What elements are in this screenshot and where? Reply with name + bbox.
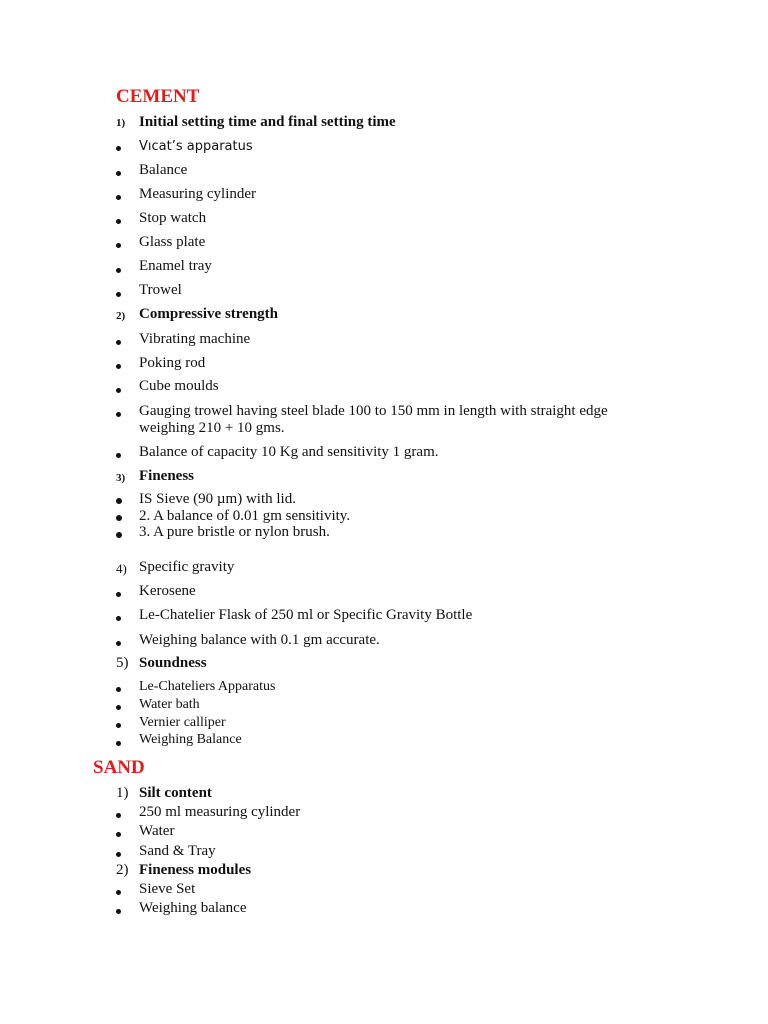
bullet [116,146,121,151]
list-item-continuation: weighing 210 + 10 gms. [139,420,285,436]
list-item: Water [139,823,175,839]
list-item: Glass plate [139,234,206,250]
bullet [116,852,121,857]
bullet [116,453,121,458]
section-number: 1) [116,785,129,801]
list-item: Weighing balance with 0.1 gm accurate. [139,632,380,648]
bullet [116,340,121,345]
list-item: 250 ml measuring cylinder [139,804,301,820]
bullet [116,412,121,417]
list-item: Sand & Tray [139,843,216,859]
bullet [116,592,121,597]
section-title: Silt content [139,785,212,801]
bullet [116,292,121,297]
bullet [116,364,121,369]
list-item: IS Sieve (90 µm) with lid. [139,491,296,507]
bullet [116,268,121,273]
list-item: Balance of capacity 10 Kg and sensitivity 1 gram. [139,444,439,460]
bullet [116,641,121,646]
list-item: Measuring cylinder [139,186,257,202]
list-item: Balance [139,162,188,178]
bullet [116,532,122,538]
list-item: 3. A pure bristle or nylon brush. [139,524,330,540]
bullet [116,195,121,200]
section-title: Fineness [139,468,195,484]
list-item: Vibrating machine [139,331,251,347]
bullet [116,388,121,393]
bullet [116,832,121,837]
bullet [116,687,121,692]
list-item: Cube moulds [139,378,219,394]
section-title: Initial setting time and final setting time [139,114,396,130]
bullet [116,909,121,914]
bullet [116,243,121,248]
list-item: Vernier calliper [139,715,226,730]
list-item: Kerosene [139,583,196,599]
sand-heading: SAND [93,757,145,778]
list-item: Poking rod [139,355,206,371]
bullet [116,741,121,746]
section-number: 3) [116,472,126,484]
list-item: Trowel [139,282,182,298]
bullet [116,219,121,224]
bullet [116,723,121,728]
bullet [116,705,121,710]
section-title: Compressive strength [139,306,279,322]
bullet [116,813,121,818]
list-item: Enamel tray [139,258,212,274]
list-item: Weighing Balance [139,732,242,747]
bullet [116,890,121,895]
section-number: 2) [116,310,126,322]
cement-heading: CEMENT [116,86,200,107]
list-item: Stop watch [139,210,207,226]
section-title: Specific gravity [139,559,235,575]
list-item: 2. A balance of 0.01 gm sensitivity. [139,508,351,524]
list-item: Le-Chateliers Apparatus [139,679,276,694]
list-item: Sieve Set [139,881,196,897]
list-item: Vıcat’s apparatus [139,139,253,154]
bullet [116,171,121,176]
section-number: 4) [116,561,127,576]
section-number: 2) [116,862,129,878]
list-item: Le-Chatelier Flask of 250 ml or Specific Gravity Bottle [139,607,473,623]
section-title: Soundness [139,655,207,671]
bullet [116,616,121,621]
list-item: Weighing balance [139,900,247,916]
section-number: 5) [116,655,129,671]
list-item: Gauging trowel having steel blade 100 to 150 mm in length with straight edge [139,403,608,419]
section-title: Fineness modules [139,862,252,878]
bullet [116,498,122,504]
bullet [116,515,122,521]
list-item: Water bath [139,697,200,712]
section-number: 1) [116,117,126,129]
